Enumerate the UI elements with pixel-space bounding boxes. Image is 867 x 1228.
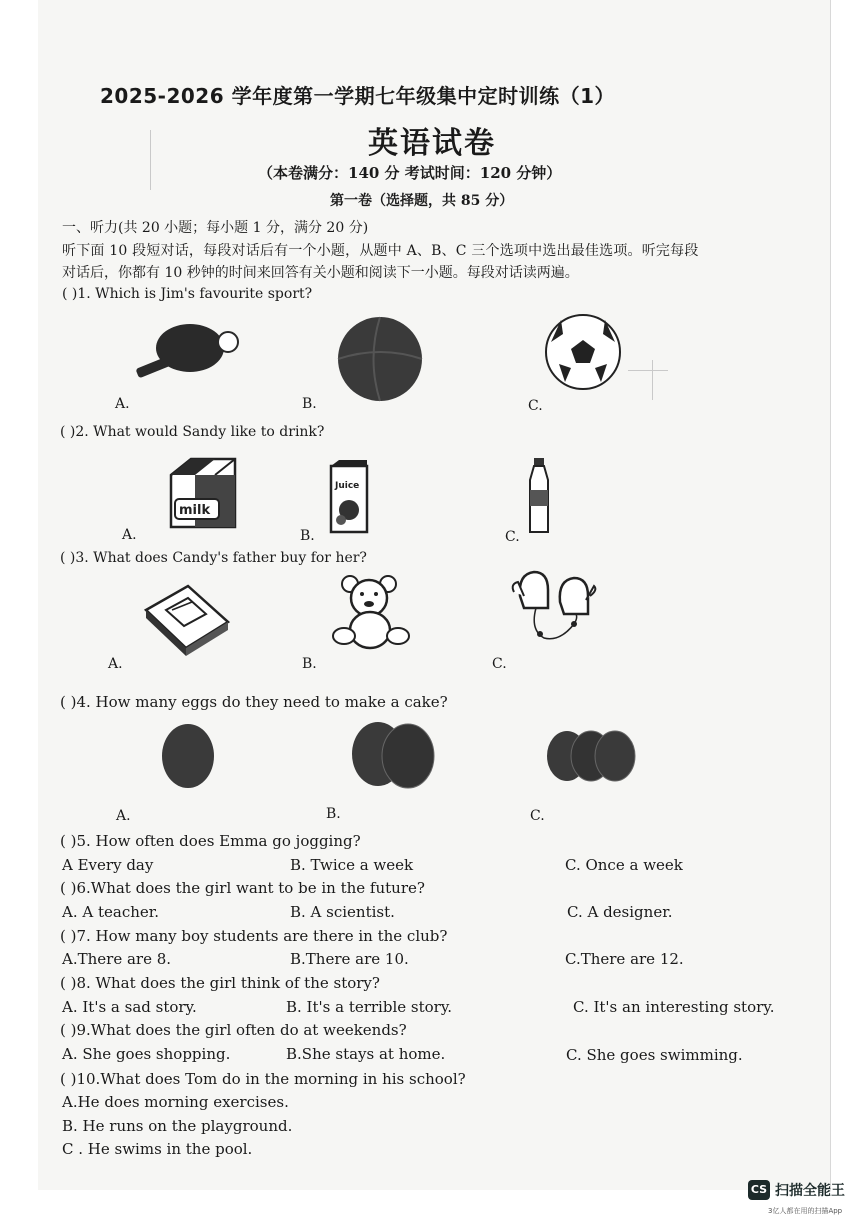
camscanner-app-name: 扫描全能王 xyxy=(775,1183,845,1199)
q6-option-c: C. A designer. xyxy=(567,903,673,921)
q4-option-c: C. xyxy=(530,808,545,824)
q6-option-b: B. A scientist. xyxy=(290,903,395,921)
question-7-stem: ( )7. How many boy students are there in the club? xyxy=(60,927,448,945)
milk-label: milk xyxy=(179,503,211,518)
question-4-stem: ( )4. How many eggs do they need to make a cake? xyxy=(60,693,448,711)
q8-option-a: A. It's a sad story. xyxy=(62,998,197,1016)
camscanner-tagline: 3亿人都在用的扫描App xyxy=(768,1207,843,1215)
exam-title: 2025-2026 学年度第一学期七年级集中定时训练（1） xyxy=(100,84,616,108)
question-5-stem: ( )5. How often does Emma go jogging? xyxy=(60,832,361,850)
q4-option-b: B. xyxy=(326,806,341,822)
juice-box-icon xyxy=(325,458,375,536)
ping-pong-paddle-icon xyxy=(132,318,252,388)
question-1-stem: ( )1. Which is Jim's favourite sport? xyxy=(62,286,313,302)
q3-option-a: A. xyxy=(108,656,123,672)
q2-option-a: A. xyxy=(122,527,137,543)
q1-option-c: C. xyxy=(528,398,543,414)
q9-option-c: C. She goes swimming. xyxy=(566,1046,743,1064)
juice-label: Juice xyxy=(335,481,360,491)
three-eggs-icon xyxy=(545,728,637,784)
scan-artifact-line xyxy=(150,130,151,190)
subject-title: 英语试卷 xyxy=(368,126,496,161)
q8-option-b: B. It's a terrible story. xyxy=(286,998,453,1016)
instruction-line-1: 听下面 10 段短对话，每段对话后有一个小题，从题中 A、B、C 三个选项中选出最佳选项。听完每段 xyxy=(62,243,699,259)
q2-option-c: C. xyxy=(505,529,520,545)
q3-option-b: B. xyxy=(302,656,317,672)
q7-option-a: A.There are 8. xyxy=(62,950,172,968)
section-heading: 一、听力(共 20 小题；每小题 1 分，满分 20 分) xyxy=(62,220,369,236)
book-icon xyxy=(140,580,232,658)
basketball-icon xyxy=(335,315,425,405)
mittens-icon xyxy=(510,566,600,648)
q9-option-a: A. She goes shopping. xyxy=(62,1045,231,1063)
q10-option-c: C . He swims in the pool. xyxy=(62,1140,253,1158)
one-egg-icon xyxy=(160,722,220,790)
teddy-bear-icon xyxy=(330,574,412,656)
scan-artifact-line xyxy=(652,360,653,400)
q10-option-b: B. He runs on the playground. xyxy=(62,1117,293,1135)
camscanner-logo-icon: CS xyxy=(748,1180,770,1200)
q5-option-a: A Every day xyxy=(62,856,154,874)
q7-option-c: C.There are 12. xyxy=(565,950,684,968)
q7-option-b: B.There are 10. xyxy=(290,950,409,968)
q1-option-b: B. xyxy=(302,396,317,412)
q5-option-b: B. Twice a week xyxy=(290,856,414,874)
soccer-ball-icon xyxy=(543,312,623,392)
volume-title: 第一卷（选择题，共 85 分） xyxy=(330,193,514,209)
q10-option-a: A.He does morning exercises. xyxy=(62,1093,289,1111)
q8-option-c: C. It's an interesting story. xyxy=(573,998,775,1016)
question-2-stem: ( )2. What would Sandy like to drink? xyxy=(60,424,325,440)
question-3-stem: ( )3. What does Candy's father buy for her? xyxy=(60,550,367,566)
water-bottle-icon xyxy=(524,456,554,536)
q9-option-b: B.She stays at home. xyxy=(286,1045,446,1063)
milk-carton-icon xyxy=(163,455,243,535)
q2-option-b: B. xyxy=(300,528,315,544)
question-9-stem: ( )9.What does the girl often do at weekends? xyxy=(60,1021,407,1039)
q1-option-a: A. xyxy=(115,396,130,412)
instruction-line-2: 对话后，你都有 10 秒钟的时间来回答有关小题和阅读下一小题。每段对话读两遍。 xyxy=(62,265,579,281)
q6-option-a: A. A teacher. xyxy=(62,903,160,921)
exam-meta: （本卷满分：140 分 考试时间：120 分钟） xyxy=(258,164,562,182)
q4-option-a: A. xyxy=(116,808,131,824)
question-6-stem: ( )6.What does the girl want to be in the future? xyxy=(60,879,425,897)
q5-option-c: C. Once a week xyxy=(565,856,683,874)
two-eggs-icon xyxy=(350,720,438,788)
question-8-stem: ( )8. What does the girl think of the story? xyxy=(60,974,380,992)
q3-option-c: C. xyxy=(492,656,507,672)
question-10-stem: ( )10.What does Tom do in the morning in his school? xyxy=(60,1070,466,1088)
scan-artifact-line xyxy=(628,370,668,371)
